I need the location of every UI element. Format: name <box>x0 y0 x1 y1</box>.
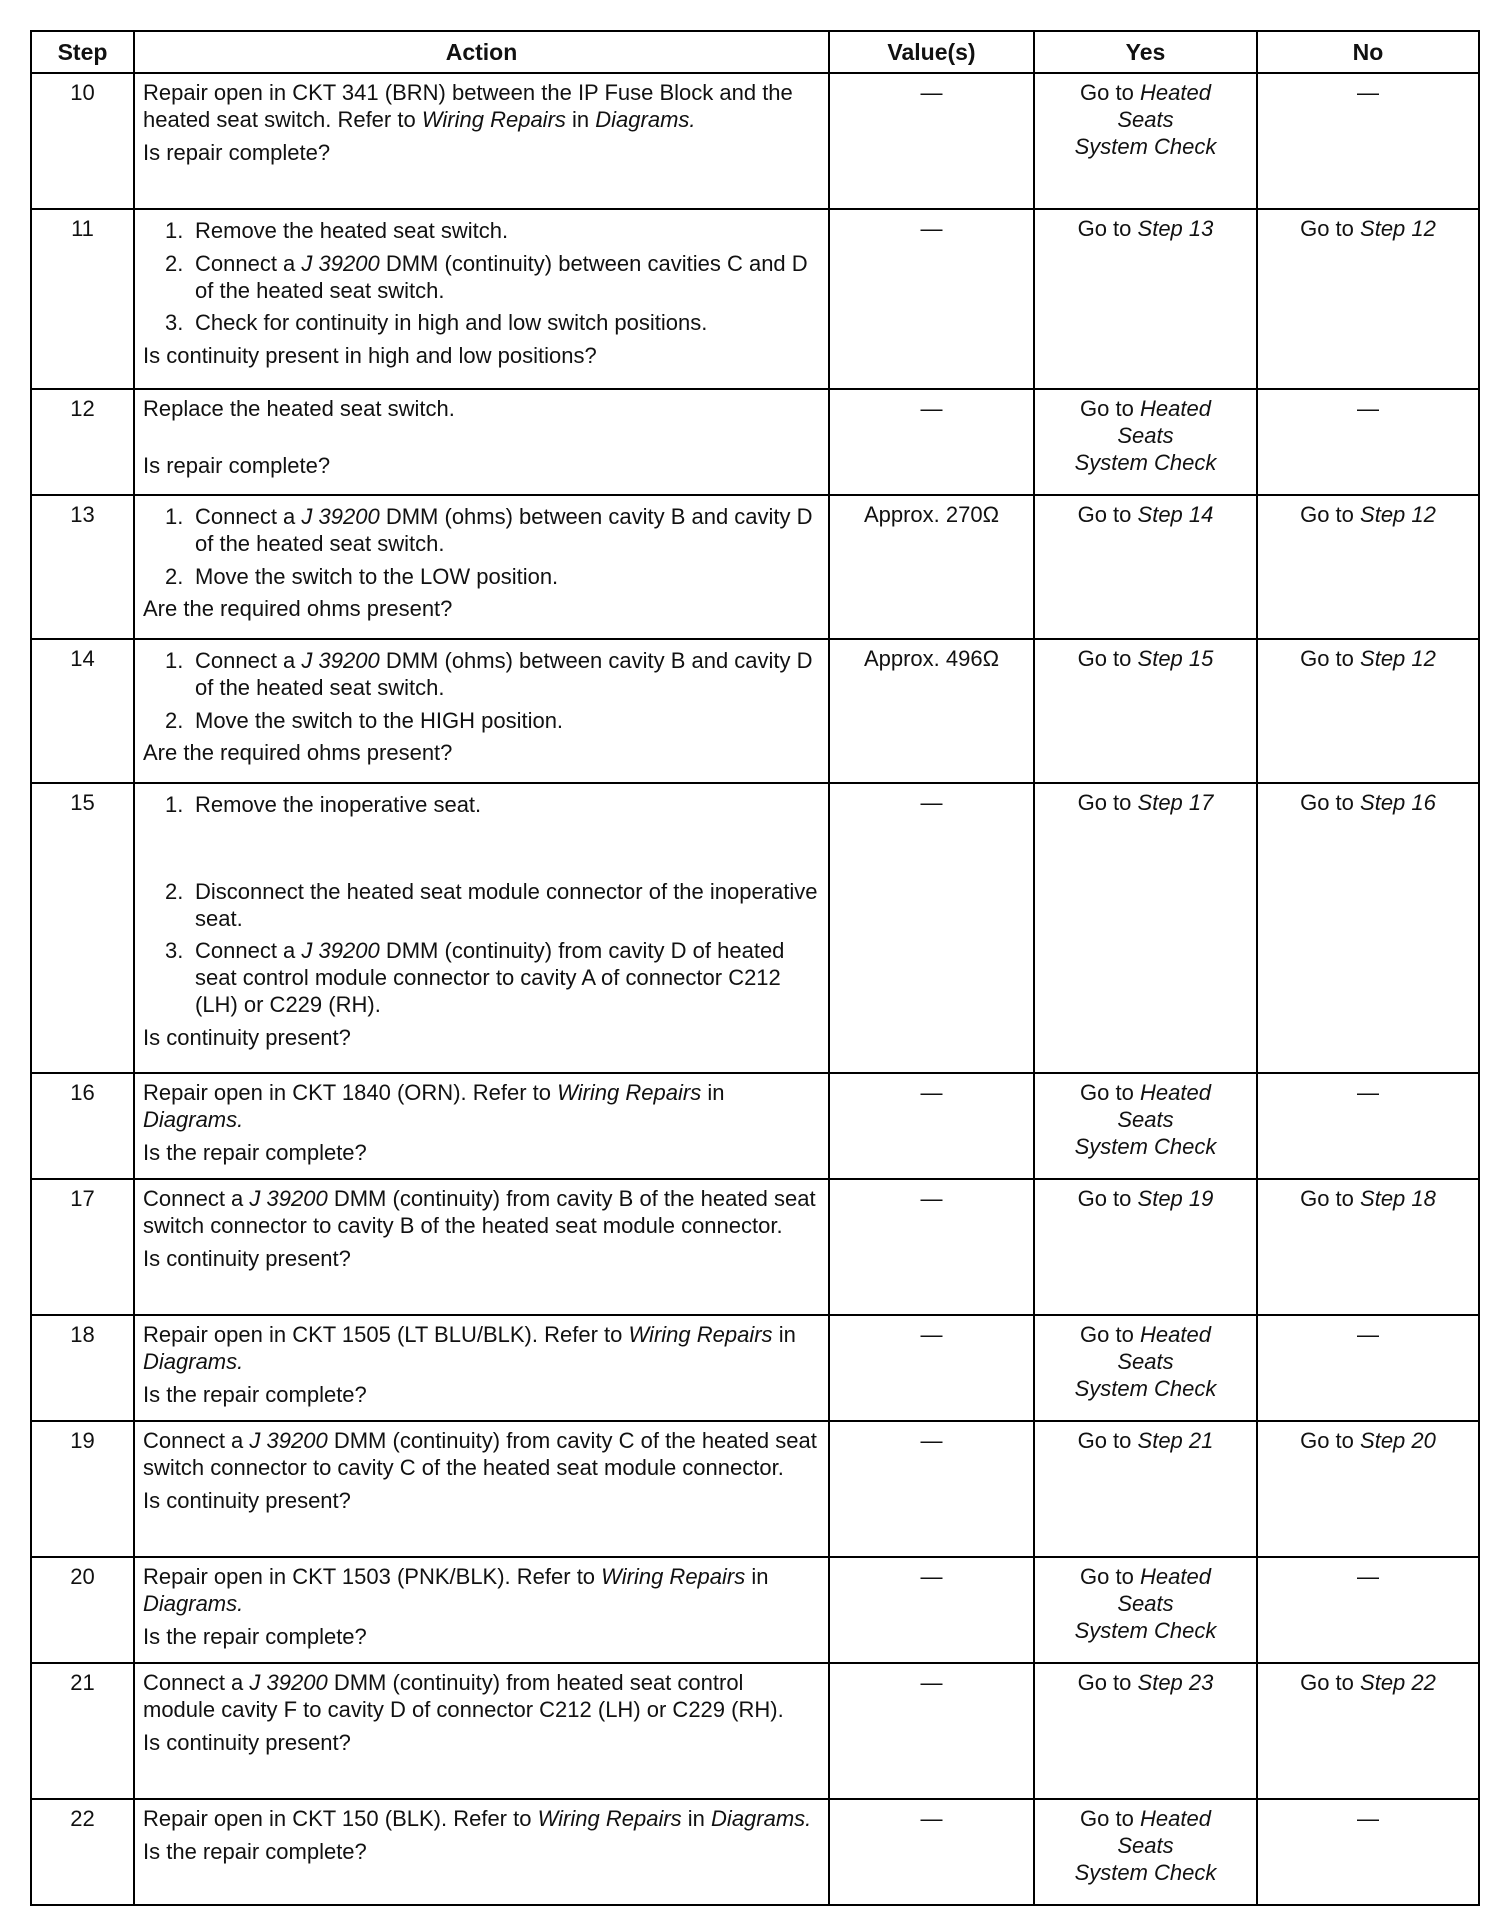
step-number: 22 <box>31 1799 134 1905</box>
no-cell: — <box>1257 1315 1479 1421</box>
yes-cell: Go to Step 15 <box>1034 639 1257 783</box>
yes-cell: Go to Step 14 <box>1034 495 1257 639</box>
header-yes: Yes <box>1034 31 1257 73</box>
step-number: 16 <box>31 1073 134 1179</box>
no-cell: — <box>1257 1557 1479 1663</box>
action-cell: 1. Remove the inoperative seat. 2. Disconnect the heated seat module connector of the inoperative seat. 3. Connect a J 39200 DMM (continuity) from cavity D of heated seat control module connector to cavity A of connector C212 (LH) or C229 (RH). Is continuity present? <box>134 783 829 1073</box>
question: Is continuity present? <box>143 1729 351 1755</box>
table-row <box>31 389 1479 495</box>
header-step: Step <box>31 31 134 73</box>
no-cell: Go to Step 12 <box>1257 495 1479 639</box>
yes-cell: Go to Step 13 <box>1034 209 1257 389</box>
yes-cell: Go to Heated Seats System Check <box>1034 1315 1257 1421</box>
question: Is continuity present? <box>143 1024 351 1050</box>
table-row <box>31 1179 1479 1315</box>
value-cell: Approx. 496Ω <box>829 639 1034 783</box>
question: Is repair complete? <box>143 452 331 478</box>
no-cell: Go to Step 12 <box>1257 209 1479 389</box>
value-cell: — <box>829 1315 1034 1421</box>
table-row <box>31 1073 1479 1179</box>
value-cell: — <box>829 783 1034 1073</box>
header-action: Action <box>134 31 829 73</box>
question: Is continuity present in high and low positions? <box>143 343 597 369</box>
value-cell: — <box>829 1179 1034 1315</box>
action-cell: Replace the heated seat switch. Is repair complete? <box>134 389 829 495</box>
step-number: 21 <box>31 1663 134 1799</box>
yes-cell: Go to Heated Seats System Check <box>1034 1073 1257 1179</box>
action-cell: Connect a J 39200 DMM (continuity) from cavity B of the heated seat switch connector to cavity B of the heated seat module connector. Is continuity present? <box>134 1179 829 1315</box>
question: Is continuity present? <box>143 1245 351 1271</box>
table-row <box>31 209 1479 389</box>
step-number: 15 <box>31 783 134 1073</box>
value-cell: — <box>829 1799 1034 1905</box>
yes-cell: Go to Step 19 <box>1034 1179 1257 1315</box>
no-cell: Go to Step 12 <box>1257 639 1479 783</box>
question: Is the repair complete? <box>143 1838 367 1864</box>
no-cell: — <box>1257 1799 1479 1905</box>
action-cell: Repair open in CKT 150 (BLK). Refer to Wiring Repairs in Diagrams. Is the repair complete? <box>134 1799 829 1905</box>
step-number: 19 <box>31 1421 134 1557</box>
table-row <box>31 1799 1479 1905</box>
action-cell: 1. Connect a J 39200 DMM (ohms) between cavity B and cavity D of the heated seat switch. 2. Move the switch to the LOW position. Are the required ohms present? <box>134 495 829 639</box>
question: Are the required ohms present? <box>143 740 453 766</box>
yes-cell: Go to Heated Seats System Check <box>1034 73 1257 209</box>
step-number: 14 <box>31 639 134 783</box>
action-cell: Repair open in CKT 1505 (LT BLU/BLK). Refer to Wiring Repairs in Diagrams. Is the repair complete? <box>134 1315 829 1421</box>
step-number: 18 <box>31 1315 134 1421</box>
action-cell: Repair open in CKT 341 (BRN) between the IP Fuse Block and the heated seat switch. Refer to Wiring Repairs in Diagrams. Is repair complete? <box>134 73 829 209</box>
action-cell: Connect a J 39200 DMM (continuity) from cavity C of the heated seat switch connector to cavity C of the heated seat module connector. Is continuity present? <box>134 1421 829 1557</box>
no-cell: — <box>1257 1073 1479 1179</box>
yes-cell: Go to Step 23 <box>1034 1663 1257 1799</box>
action-cell: Repair open in CKT 1840 (ORN). Refer to Wiring Repairs in Diagrams. Is the repair complete? <box>134 1073 829 1179</box>
question: Are the required ohms present? <box>143 596 453 622</box>
value-cell: — <box>829 73 1034 209</box>
no-cell: — <box>1257 389 1479 495</box>
table-row <box>31 1421 1479 1557</box>
table-row <box>31 73 1479 209</box>
action-cell: 1. Remove the heated seat switch. 2. Connect a J 39200 DMM (continuity) between cavities C and D of the heated seat switch. 3. Check for continuity in high and low switch positions. Is continuity present in high and low positions? <box>134 209 829 389</box>
diagnostic-table <box>30 30 1480 1906</box>
yes-cell: Go to Step 21 <box>1034 1421 1257 1557</box>
header-no: No <box>1257 31 1479 73</box>
no-cell: — <box>1257 73 1479 209</box>
table-row <box>31 783 1479 1073</box>
no-cell: Go to Step 20 <box>1257 1421 1479 1557</box>
table-row <box>31 1557 1479 1663</box>
yes-cell: Go to Heated Seats System Check <box>1034 1799 1257 1905</box>
header-row <box>31 31 1479 73</box>
step-number: 11 <box>31 209 134 389</box>
step-number: 12 <box>31 389 134 495</box>
no-cell: Go to Step 18 <box>1257 1179 1479 1315</box>
no-cell: Go to Step 22 <box>1257 1663 1479 1799</box>
value-cell: — <box>829 1557 1034 1663</box>
value-cell: — <box>829 389 1034 495</box>
yes-cell: Go to Step 17 <box>1034 783 1257 1073</box>
table-row <box>31 495 1479 639</box>
question: Is the repair complete? <box>143 1623 367 1649</box>
table-row <box>31 639 1479 783</box>
table-row <box>31 1315 1479 1421</box>
value-cell: — <box>829 1663 1034 1799</box>
step-number: 13 <box>31 495 134 639</box>
question: Is the repair complete? <box>143 1381 367 1407</box>
value-cell: — <box>829 1421 1034 1557</box>
yes-cell: Go to Heated Seats System Check <box>1034 389 1257 495</box>
header-values: Value(s) <box>829 31 1034 73</box>
value-cell: — <box>829 1073 1034 1179</box>
value-cell: — <box>829 209 1034 389</box>
value-cell: Approx. 270Ω <box>829 495 1034 639</box>
action-cell: 1. Connect a J 39200 DMM (ohms) between cavity B and cavity D of the heated seat switch. 2. Move the switch to the HIGH position. Are the required ohms present? <box>134 639 829 783</box>
action-cell: Connect a J 39200 DMM (continuity) from heated seat control module cavity F to cavity D of connector C212 (LH) or C229 (RH). Is continuity present? <box>134 1663 829 1799</box>
no-cell: Go to Step 16 <box>1257 783 1479 1073</box>
action-cell: Repair open in CKT 1503 (PNK/BLK). Refer to Wiring Repairs in Diagrams. Is the repair complete? <box>134 1557 829 1663</box>
table-row <box>31 1663 1479 1799</box>
step-number: 17 <box>31 1179 134 1315</box>
yes-cell: Go to Heated Seats System Check <box>1034 1557 1257 1663</box>
step-number: 20 <box>31 1557 134 1663</box>
question: Is repair complete? <box>143 139 331 165</box>
question: Is the repair complete? <box>143 1139 367 1165</box>
step-number: 10 <box>31 73 134 209</box>
question: Is continuity present? <box>143 1487 351 1513</box>
